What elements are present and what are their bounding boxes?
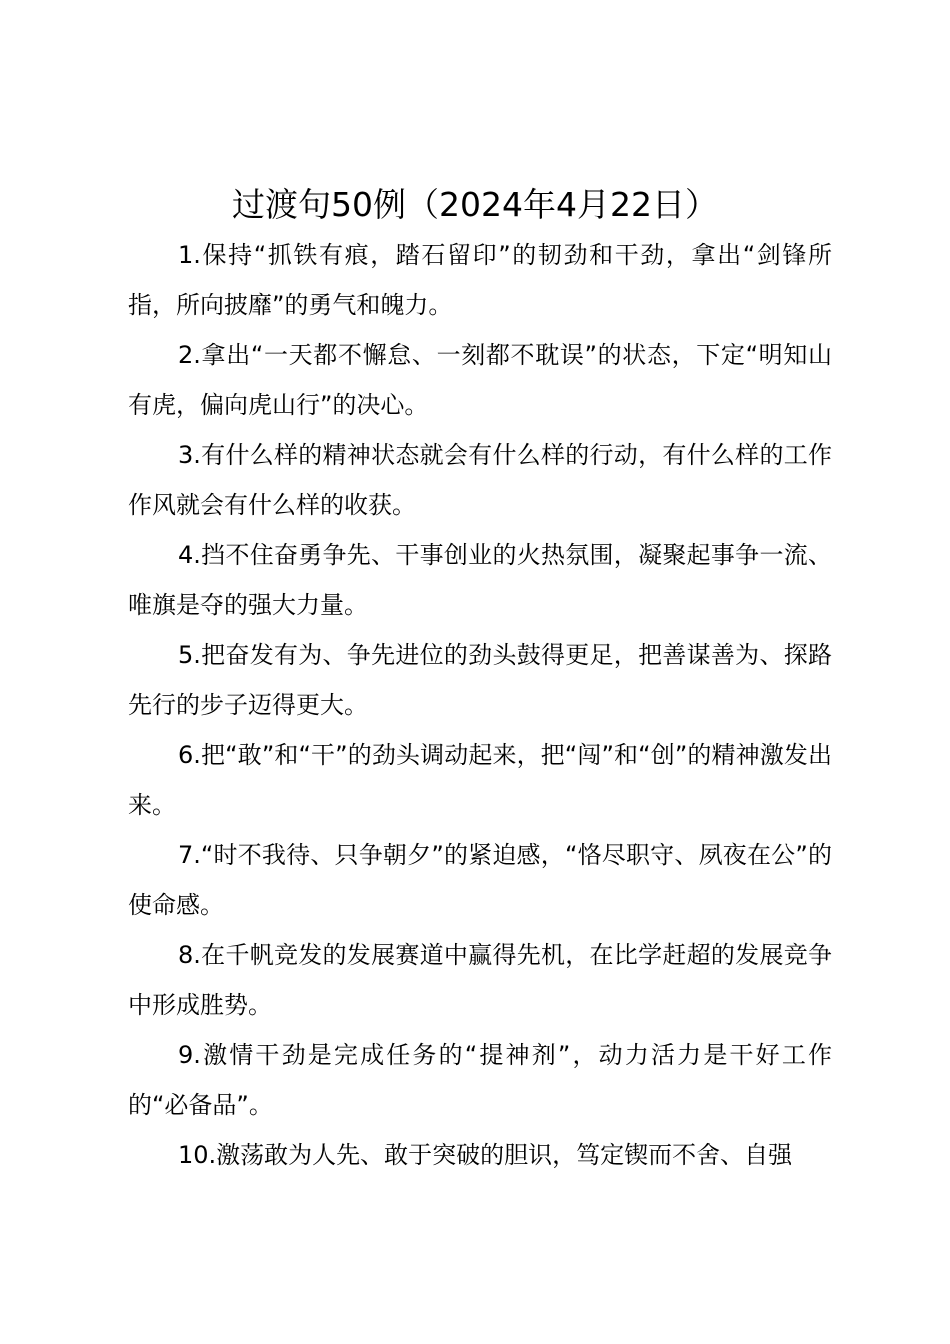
paragraph-6: 6.把“敢”和“干”的劲头调动起来，把“闯”和“创”的精神激发出来。 xyxy=(128,741,832,819)
paragraph-5: 5.把奋发有为、争先进位的劲头鼓得更足，把善谋善为、探路先行的步子迈得更大。 xyxy=(128,641,832,719)
paragraph-1: 1.保持“抓铁有痕，踏石留印”的韧劲和干劲，拿出“剑锋所指，所向披靡”的勇气和魄力。 xyxy=(128,241,832,319)
paragraph-7: 7.“时不我待、只争朝夕”的紧迫感，“恪尽职守、夙夜在公”的使命感。 xyxy=(128,841,832,919)
paragraph-8: 8.在千帆竞发的发展赛道中赢得先机，在比学赶超的发展竞争中形成胜势。 xyxy=(128,941,832,1019)
paragraph-2: 2.拿出“一天都不懈怠、一刻都不耽误”的状态，下定“明知山有虎，偏向虎山行”的决心。 xyxy=(128,341,832,419)
paragraph-10: 10.激荡敢为人先、敢于突破的胆识，笃定锲而不舍、自强 xyxy=(178,1141,793,1169)
document-title: 过渡句50例（2024年4月22日） xyxy=(232,185,718,224)
paragraph-4: 4.挡不住奋勇争先、干事创业的火热氛围，凝聚起事争一流、唯旗是夺的强大力量。 xyxy=(128,541,832,619)
document-body xyxy=(128,230,832,1180)
paragraph-3: 3.有什么样的精神状态就会有什么样的行动，有什么样的工作作风就会有什么样的收获。 xyxy=(128,441,832,519)
paragraph-9: 9.激情干劲是完成任务的“提神剂”，动力活力是干好工作的“必备品”。 xyxy=(128,1041,832,1119)
